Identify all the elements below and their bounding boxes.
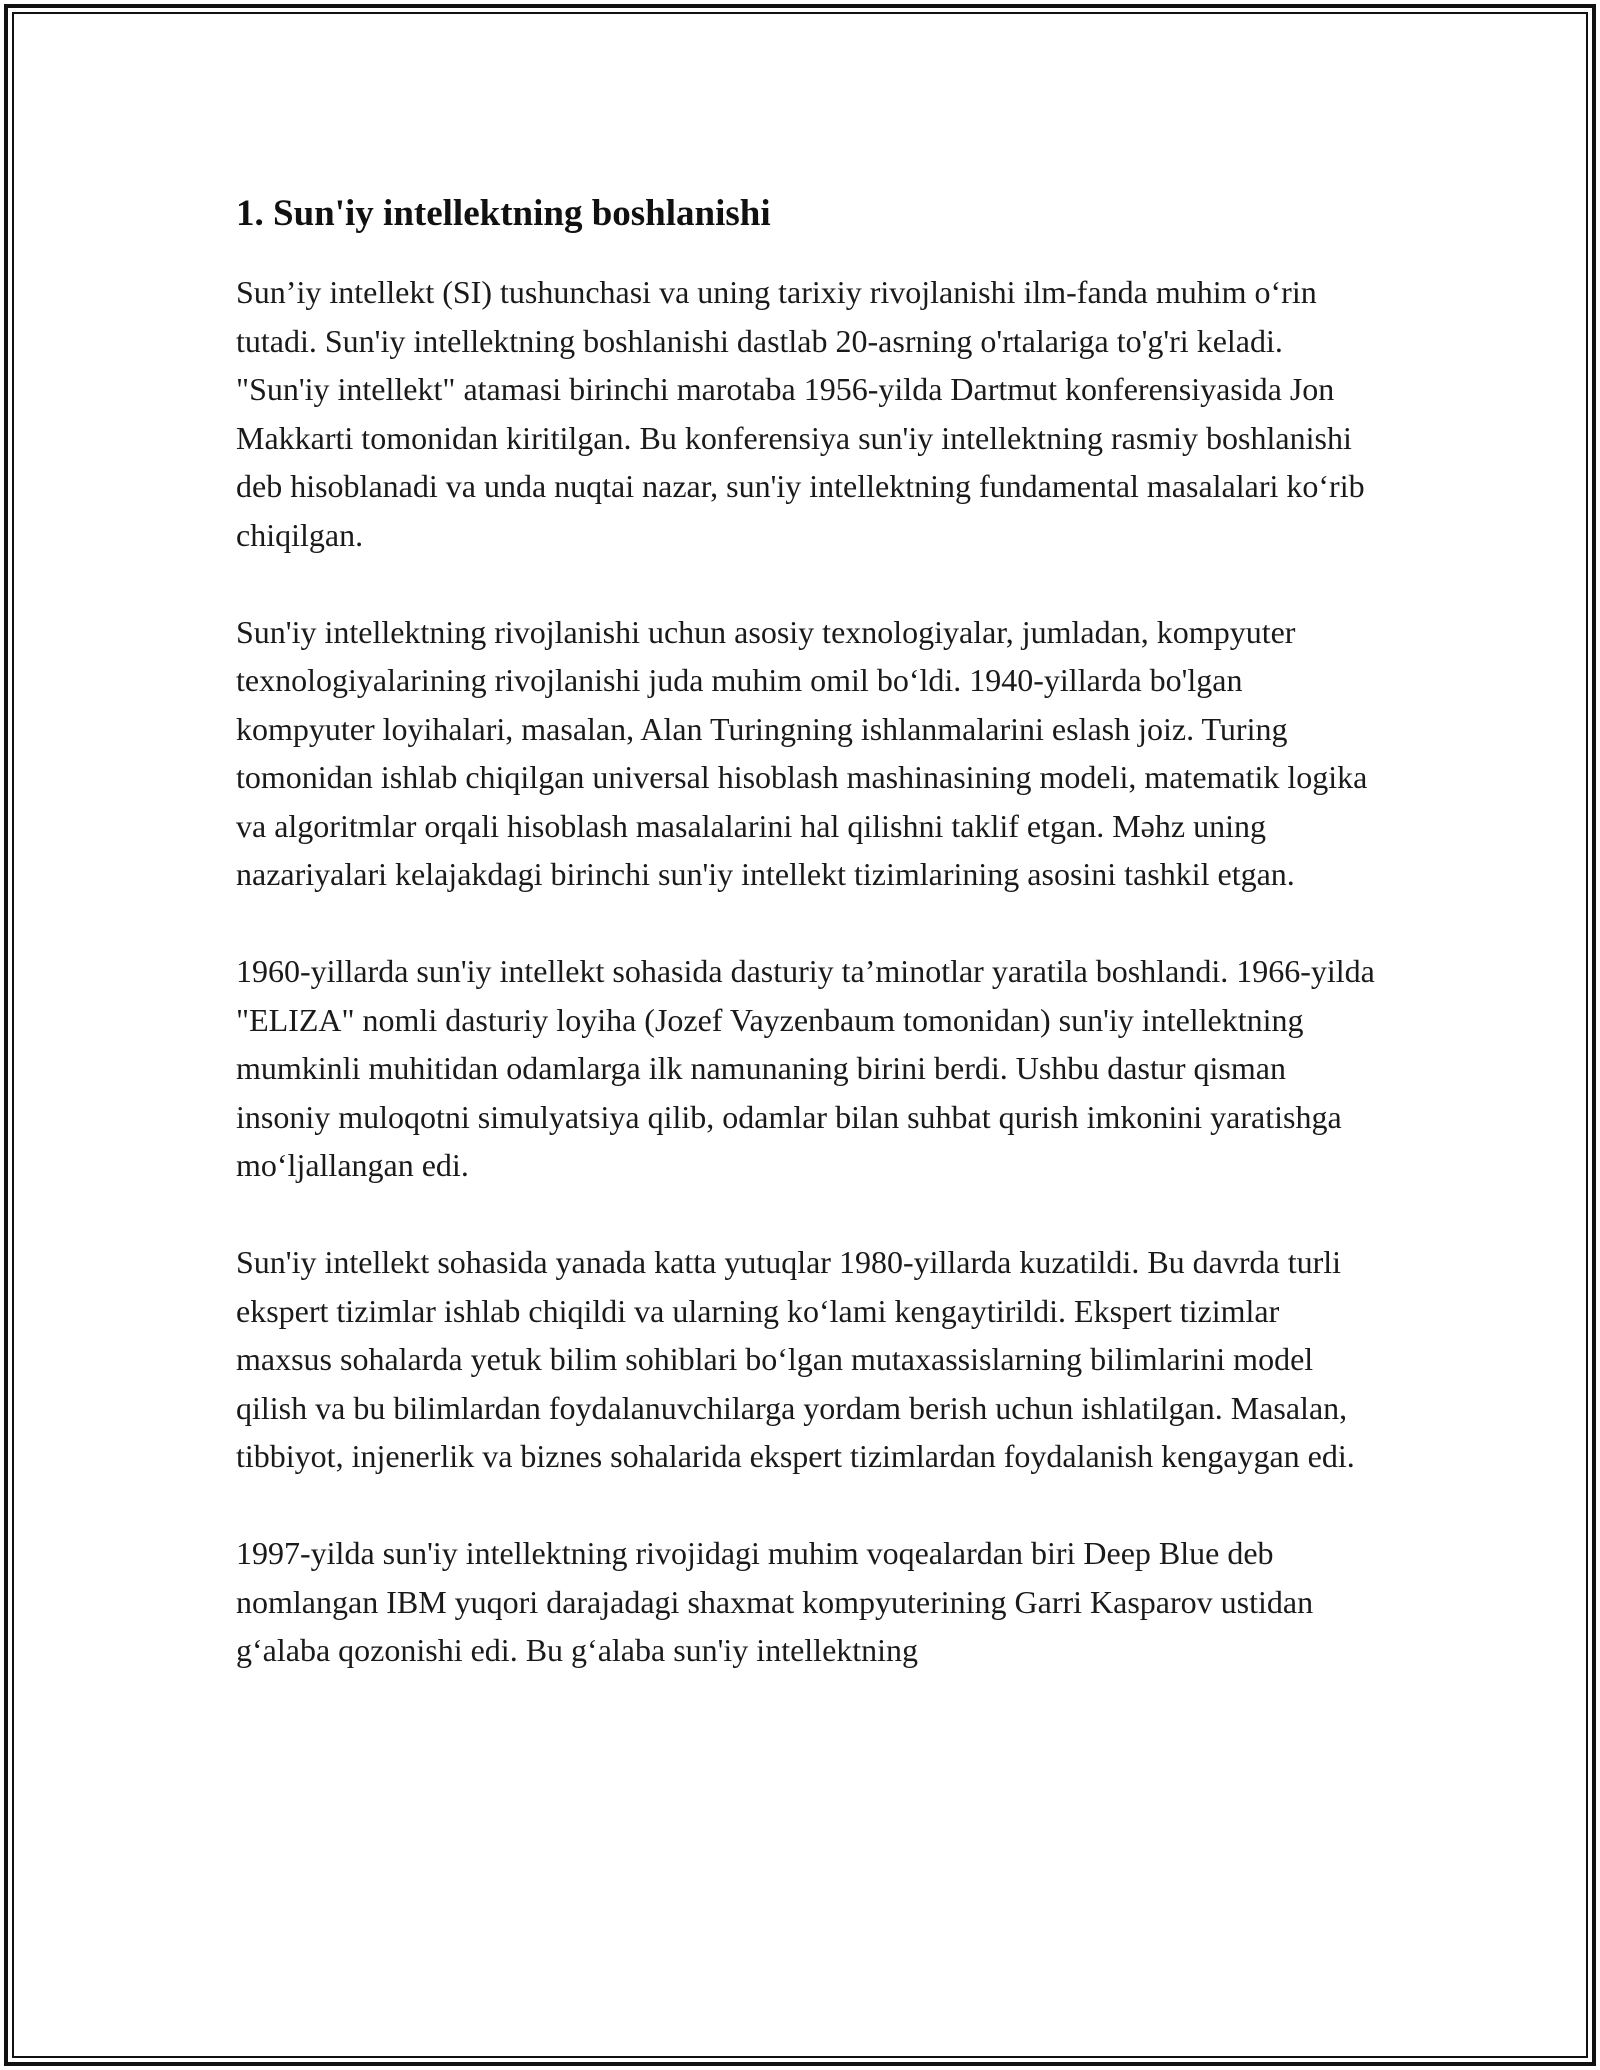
- paragraph-5: 1997-yilda sun'iy intellektning rivojidagi muhim voqealardan biri Deep Blue deb nomlangan IBM yuqori darajadagi shaxmat kompyuterining Garri Kasparov ustidan g‘alaba qozonishi edi. Bu g‘alaba sun'iy intellektning: [236, 1535, 1314, 1668]
- document-body: [236, 186, 1376, 1723]
- paragraph-1: Sun’iy intellekt (SI) tushunchasi va uning tarixiy rivojlanishi ilm-fanda muhim o‘rin tutadi. Sun'iy intellektning boshlanishi dastlab 20-asrning o'rtalariga to'g'ri keladi. "Sun'iy intellekt" atamasi birinchi marotaba 1956-yilda Dartmut konferensiyasida Jon Makkarti tomonidan kiritilgan. Bu konferensiya sun'iy intellektning rasmiy boshlanishi deb hisoblanadi va unda nuqtai nazar, sun'iy intellektning fundamental masalalari ko‘rib chiqilgan.: [236, 274, 1365, 553]
- paragraph-4: Sun'iy intellekt sohasida yanada katta yutuqlar 1980-yillarda kuzatildi. Bu davrda turli ekspert tizimlar ishlab chiqildi va ularning ko‘lami kengaytirildi. Ekspert tizimlar maxsus sohalarda yetuk bilim sohiblari bo‘lgan mutaxassislarning bilimlarini model qilish va bu bilimlardan foydalanuvchilarga yordam berish uchun ishlatilgan. Masalan, tibbiyot, injenerlik va biznes sohalarida ekspert tizimlardan foydalanish kengaygan edi.: [236, 1244, 1355, 1474]
- section-heading: 1. Sun'iy intellektning boshlanishi: [236, 193, 771, 234]
- paragraph-2: Sun'iy intellektning rivojlanishi uchun asosiy texnologiyalar, jumladan, kompyuter texnologiyalarining rivojlanishi juda muhim omil bo‘ldi. 1940-yillarda bo'lgan kompyuter loyihalari, masalan, Alan Turingning ishlanmalarini eslash joiz. Turing tomonidan ishlab chiqilgan universal hisoblash mashinasining modeli, matematik logika va algoritmlar orqali hisoblash masalalarini hal qilishni taklif etgan. Məhz uning nazariyalari kelajakdagi birinchi sun'iy intellekt tizimlarining asosini tashkil etgan.: [236, 613, 1368, 892]
- paragraph-3: 1960-yillarda sun'iy intellekt sohasida dasturiy ta’minotlar yaratila boshlandi. 1966-yilda "ELIZA" nomli dasturiy loyiha (Jozef Vayzenbaum tomonidan) sun'iy intellektning mumkinli muhitidan odamlarga ilk namunaning birini berdi. Ushbu dastur qisman insoniy muloqotni simulyatsiya qilib, odamlar bilan suhbat qurish imkonini yaratishga mo‘ljallangan edi.: [236, 953, 1375, 1183]
